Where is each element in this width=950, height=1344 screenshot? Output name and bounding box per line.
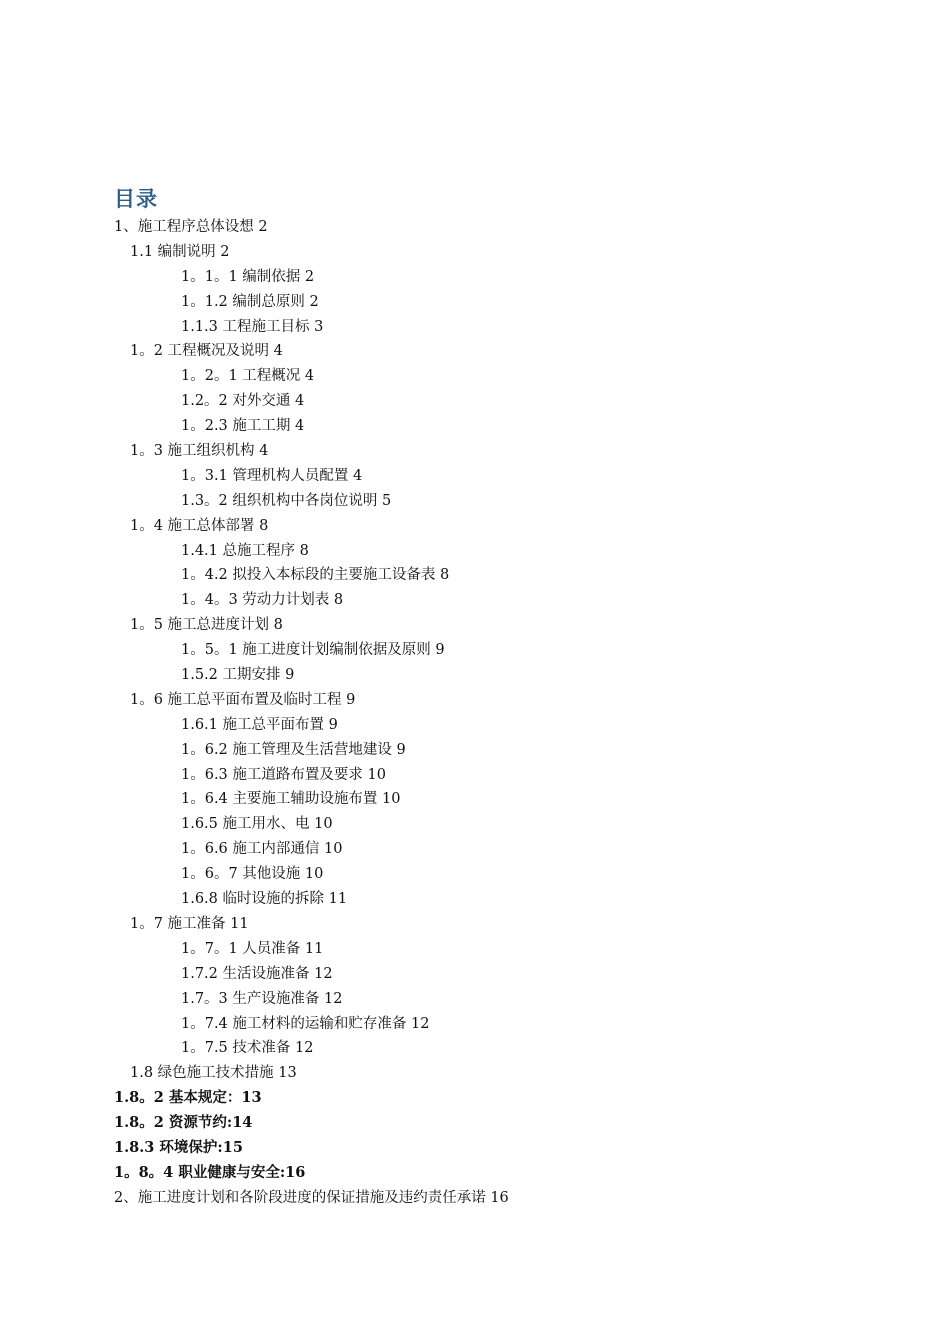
toc-entry-level-1[interactable]: 1、施工程序总体设想 2 [114,219,268,235]
toc-entry-level-3[interactable]: 1.2。2 对外交通 4 [181,393,305,410]
toc-entry-level-3[interactable]: 1。6.6 施工内部通信 10 [181,841,343,858]
toc-entry-level-3[interactable]: 1.6.1 施工总平面布置 9 [181,716,338,733]
toc-entry-level-3[interactable]: 1.6.5 施工用水、电 10 [181,816,333,833]
toc-entry-level-3[interactable]: 1。7。1 人员准备 11 [181,940,324,957]
toc-entry-level-3[interactable]: 1。4.2 拟投入本标段的主要施工设备表 8 [181,567,450,584]
toc-entry-level-3[interactable]: 1.7。3 生产设施准备 12 [181,990,343,1007]
toc-entry-level-3[interactable]: 1.1.3 工程施工目标 3 [181,318,324,335]
toc-entry-level-2[interactable]: 1。2 工程概况及说明 4 [130,343,283,360]
toc-entry-level-3[interactable]: 1。4。3 劳动力计划表 8 [181,592,344,609]
toc-entry-level-1[interactable]: 1。8。4 职业健康与安全:16 [114,1163,306,1181]
toc-title: 目录 [114,187,158,211]
toc-entry-level-1[interactable]: 1.8.3 环境保护:15 [114,1138,243,1156]
toc-entry-level-3[interactable]: 1。1。1 编制依据 2 [181,268,315,285]
toc-entry-level-3[interactable]: 1。1.2 编制总原则 2 [181,293,319,310]
toc-entry-level-2[interactable]: 1.1 编制说明 2 [130,243,230,260]
toc-entry-level-1[interactable]: 1.8。2 基本规定：13 [114,1089,262,1107]
toc-entry-level-3[interactable]: 1。6.4 主要施工辅助设施布置 10 [181,791,401,808]
toc-entry-level-3[interactable]: 1。6.3 施工道路布置及要求 10 [181,766,386,783]
toc-entry-level-2[interactable]: 1。5 施工总进度计划 8 [130,617,283,634]
toc-entry-level-3[interactable]: 1。2.3 施工工期 4 [181,418,305,435]
toc-entry-level-3[interactable]: 1。6.2 施工管理及生活营地建设 9 [181,741,406,758]
toc-entry-level-2[interactable]: 1.8 绿色施工技术措施 13 [130,1065,297,1082]
toc-entry-level-3[interactable]: 1.3。2 组织机构中各岗位说明 5 [181,492,392,509]
toc-entry-level-3[interactable]: 1。6。7 其他设施 10 [181,866,324,883]
toc-entry-level-3[interactable]: 1。5。1 施工进度计划编制依据及原则 9 [181,642,445,659]
toc-entry-level-1[interactable]: 1.8。2 资源节约:14 [114,1114,253,1132]
toc-entry-level-3[interactable]: 1.4.1 总施工程序 8 [181,542,309,559]
toc-entry-level-2[interactable]: 1。3 施工组织机构 4 [130,443,269,460]
toc-entry-level-2[interactable]: 1。6 施工总平面布置及临时工程 9 [130,691,356,708]
toc-entry-level-2[interactable]: 1。7 施工准备 11 [130,915,249,932]
toc-entry-level-3[interactable]: 1。3.1 管理机构人员配置 4 [181,467,363,484]
toc-entry-level-1[interactable]: 2、施工进度计划和各阶段进度的保证措施及违约责任承诺 16 [114,1189,509,1206]
toc-entry-level-3[interactable]: 1.7.2 生活设施准备 12 [181,965,333,982]
toc-list [0,215,950,1211]
toc-entry-level-3[interactable]: 1.5.2 工期安排 9 [181,667,295,684]
toc-entry-level-3[interactable]: 1。2。1 工程概况 4 [181,368,315,385]
toc-entry-level-2[interactable]: 1。4 施工总体部署 8 [130,517,269,534]
toc-entry-level-3[interactable]: 1。7.4 施工材料的运输和贮存准备 12 [181,1015,430,1032]
toc-entry-level-3[interactable]: 1。7.5 技术准备 12 [181,1040,314,1057]
toc-entry-level-3[interactable]: 1.6.8 临时设施的拆除 11 [181,891,348,908]
